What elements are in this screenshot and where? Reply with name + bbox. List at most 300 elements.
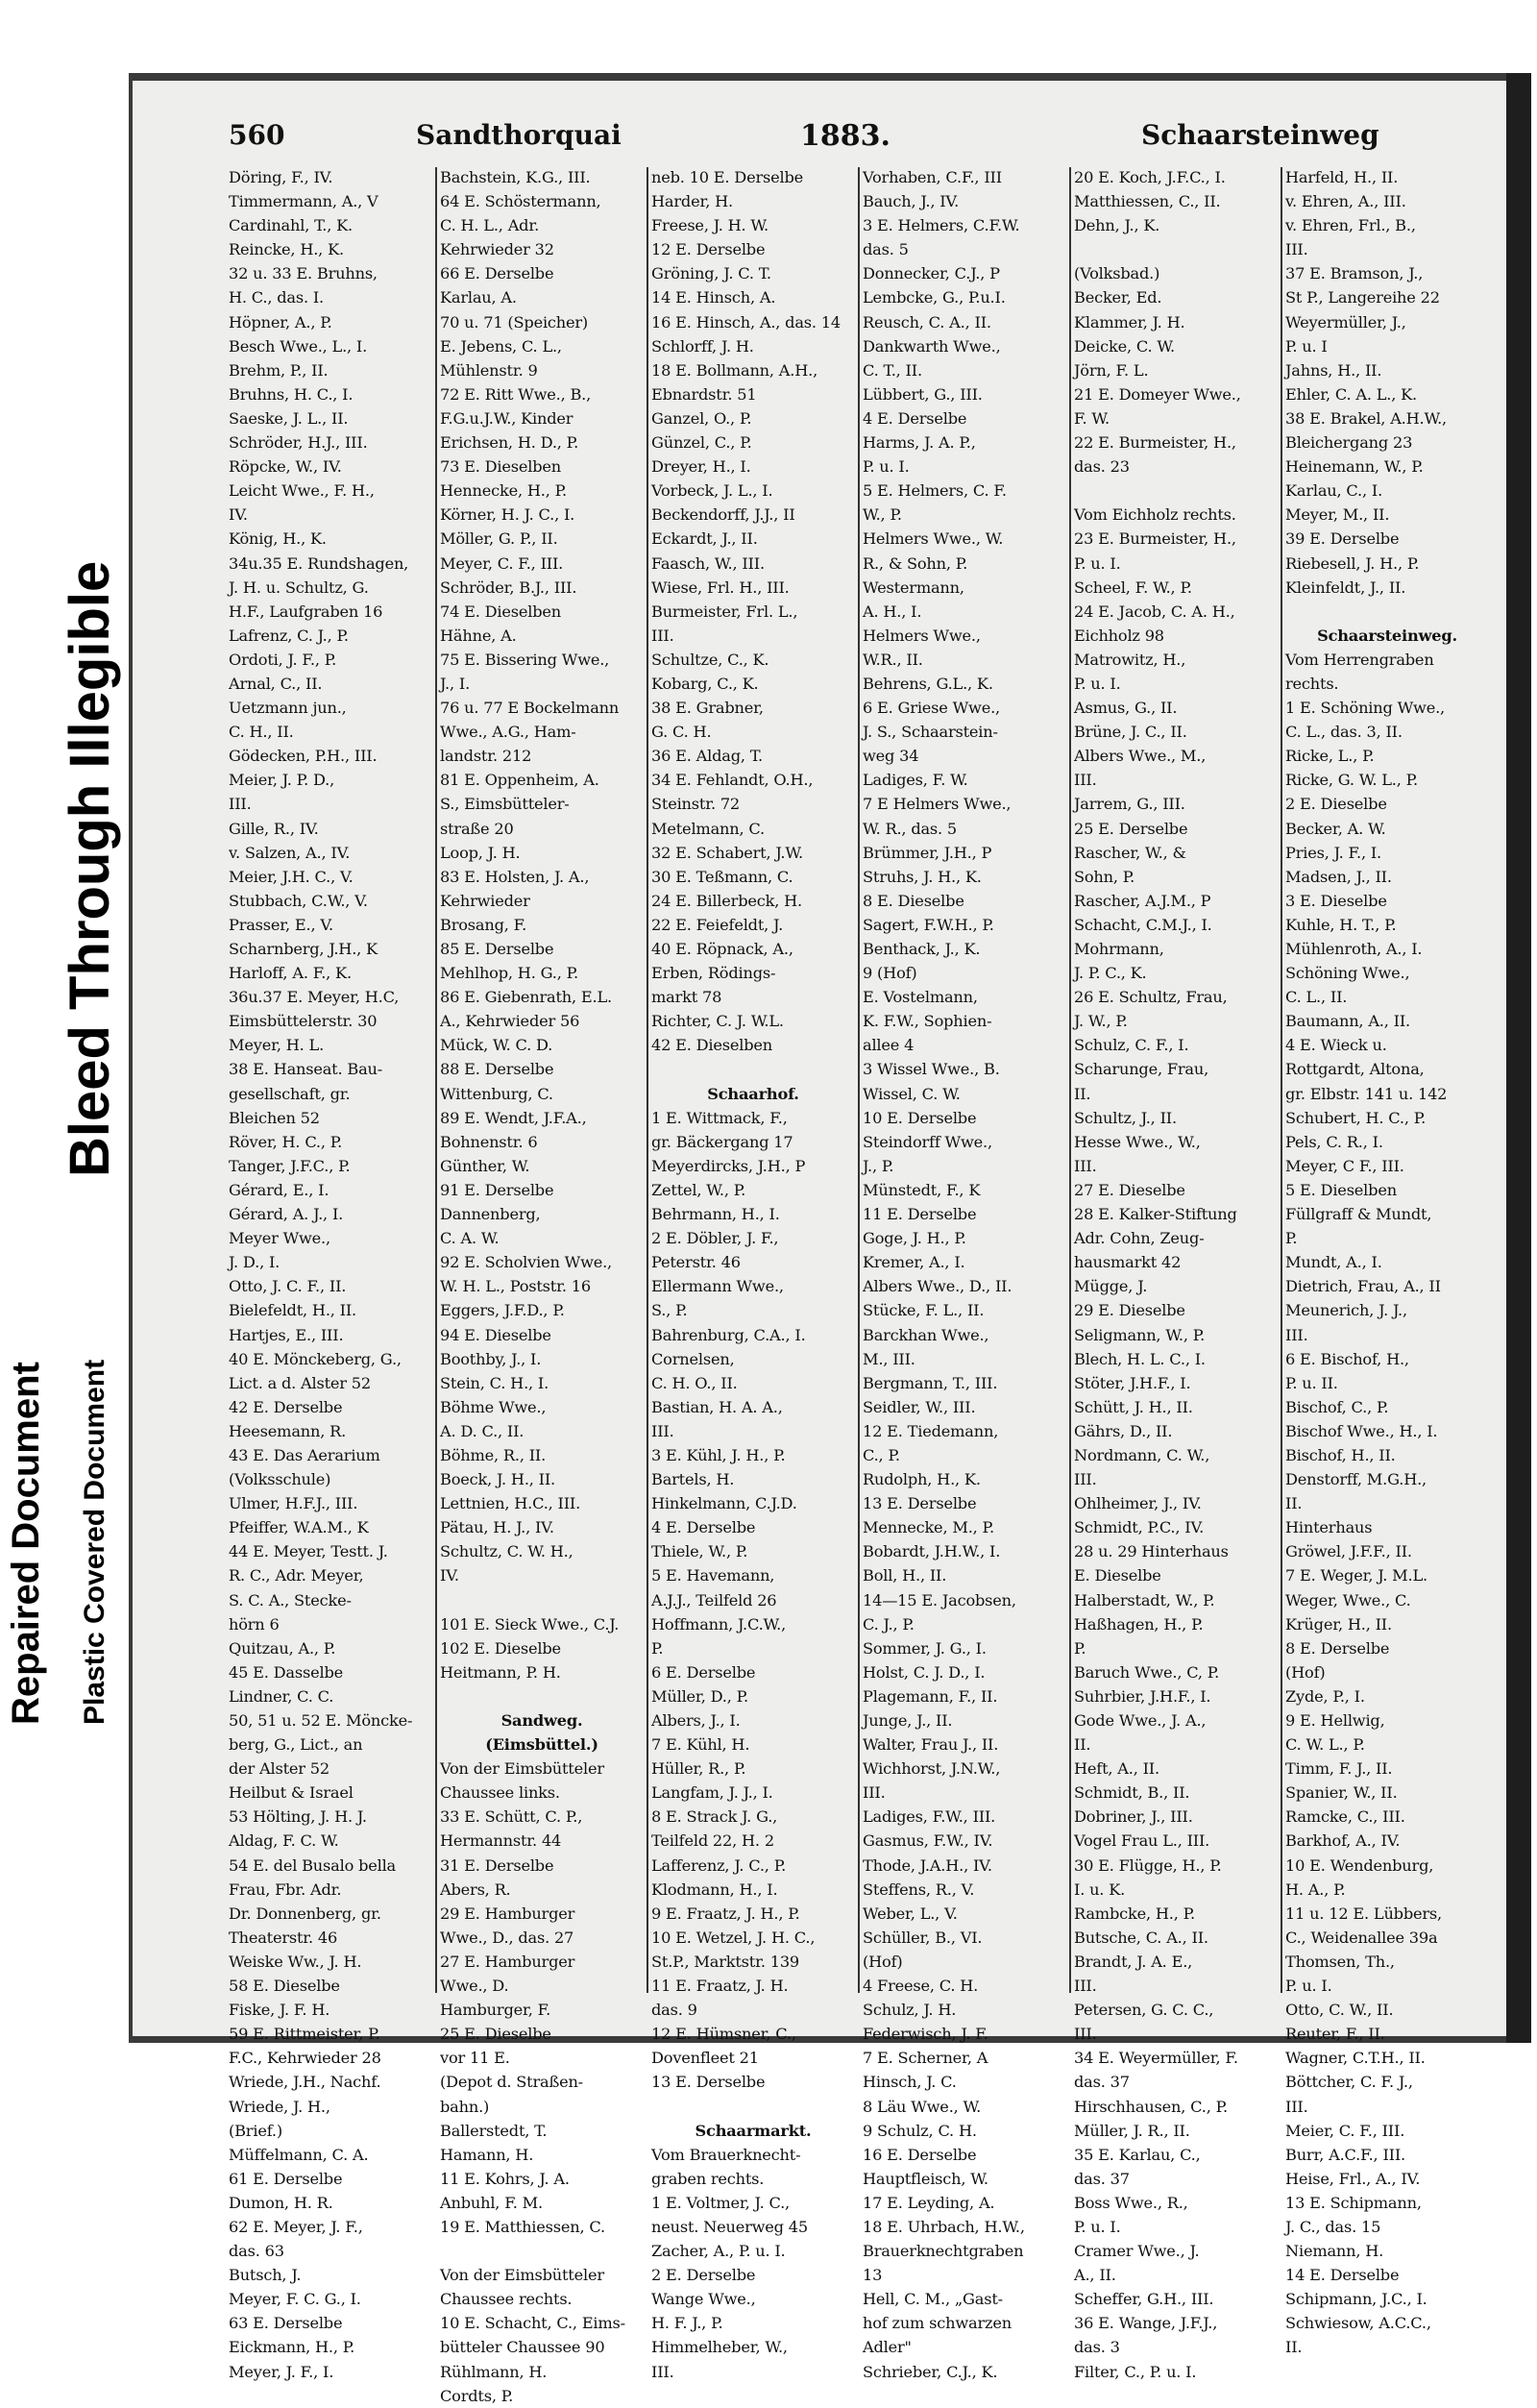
- header-right-title: Schaarsteinweg: [1141, 119, 1379, 151]
- entry-line: straße 20: [440, 819, 514, 838]
- entry-line: rechts.: [1285, 674, 1339, 693]
- entry-line: Gröning, J. C. T.: [651, 264, 771, 283]
- entry-line: Lindner, C. C.: [229, 1686, 334, 1706]
- entry-line: Kehrwieder 32: [440, 240, 554, 259]
- entry-line: Scharnberg, J.H., K: [229, 940, 378, 958]
- entry-line: A., II.: [1074, 2266, 1116, 2285]
- entry-line: Gröwel, J.F.F., II.: [1285, 1542, 1412, 1561]
- entry-line: W. R., das. 5: [863, 819, 958, 838]
- entry-line: Schütt, J. H., II.: [1074, 1397, 1193, 1416]
- entry-line: Hartjes, E., III.: [229, 1325, 344, 1344]
- entry-line: Loop, J. H.: [440, 843, 521, 862]
- entry-line: das. 9: [651, 2001, 697, 2020]
- entry-line: 11 E. Fraatz, J. H.: [651, 1977, 789, 1996]
- entry-line: II.: [1285, 1494, 1303, 1513]
- entry-line: Junge, J., II.: [863, 1711, 953, 1730]
- entry-line: Hauptfleisch, W.: [863, 2169, 988, 2188]
- entry-line: [651, 1057, 855, 1081]
- entry-line: Füllgraff & Mundt,: [1285, 1205, 1432, 1224]
- entry-line: 14—15 E. Jacobsen,: [863, 1590, 1016, 1609]
- entry-line: König, H., K.: [229, 529, 327, 549]
- entry-line: Vom Eichholz rechts.: [1074, 505, 1236, 525]
- entry-line: 30 E. Teßmann, C.: [651, 867, 793, 886]
- entry-line: 73 E. Dieselben: [440, 457, 562, 477]
- entry-line: W.R., II.: [863, 650, 923, 669]
- entry-line: III.: [1074, 2025, 1097, 2044]
- entry-line: C. H., II.: [229, 723, 294, 742]
- entry-line: 34 E. Fehlandt, O.H.,: [651, 771, 814, 790]
- entry-line: Rambcke, H., P.: [1074, 1904, 1195, 1923]
- entry-line: Halberstadt, W., P.: [1074, 1590, 1215, 1609]
- entry-line: 54 E. del Busalo bella: [229, 1855, 397, 1875]
- entry-line: Schwiesow, A.C.C.,: [1285, 2314, 1431, 2333]
- entry-line: Bergmann, T., III.: [863, 1373, 998, 1392]
- entry-line: 102 E. Dieselbe: [440, 1638, 561, 1658]
- entry-line: Vom Herrengraben: [1285, 650, 1434, 669]
- entry-line: Böhme, R., II.: [440, 1445, 547, 1464]
- entry-line: Ganzel, O., P.: [651, 408, 752, 428]
- entry-line: 16 E. Derselbe: [863, 2145, 977, 2164]
- entry-line: Beckendorff, J.J., II: [651, 505, 795, 525]
- entry-line: C. T., II.: [863, 360, 922, 380]
- entry-line: P.: [651, 1638, 664, 1658]
- entry-line: 13 E. Schipmann,: [1285, 2193, 1422, 2212]
- entry-line: Pries, J. F., I.: [1285, 843, 1381, 862]
- entry-line: J. C., das. 15: [1285, 2217, 1381, 2236]
- entry-line: Hennecke, H., P.: [440, 481, 567, 501]
- entry-line: neb. 10 E. Derselbe: [651, 168, 804, 186]
- entry-line: 5 E. Helmers, C. F.: [863, 481, 1007, 501]
- entry-line: 62 E. Meyer, J. F.,: [229, 2217, 363, 2236]
- entry-line: Dannenberg,: [440, 1205, 541, 1224]
- entry-line: 33 E. Schütt, C. P.,: [440, 1807, 583, 1827]
- entry-line: Zettel, W., P.: [651, 1180, 746, 1199]
- entry-line: [651, 2095, 855, 2119]
- label-repaired-document: Repaired Document: [5, 1362, 47, 1725]
- entry-line: St.P., Marktstr. 139: [651, 1952, 800, 1971]
- entry-line: Bischof, H., II.: [1285, 1445, 1396, 1464]
- entry-line: Meyer, M., II.: [1285, 505, 1390, 525]
- entry-line: II.: [1074, 1084, 1091, 1103]
- entry-line: St P., Langereihe 22: [1285, 288, 1440, 307]
- entry-line: das. 37: [1074, 2169, 1130, 2188]
- entry-line: Dreyer, H., I.: [651, 457, 751, 477]
- entry-line: Wriede, J. H.,: [229, 2097, 330, 2116]
- entry-line: markt 78: [651, 988, 722, 1007]
- entry-line: Timmermann, A., V: [229, 192, 378, 211]
- entry-line: 39 E. Derselbe: [1285, 529, 1400, 549]
- entry-line: Bohnenstr. 6: [440, 1132, 538, 1151]
- entry-line: 42 E. Derselbe: [229, 1397, 343, 1416]
- entry-line: Mühlenroth, A., I.: [1285, 940, 1423, 958]
- entry-line: das. 5: [863, 240, 909, 259]
- entry-line: Teilfeld 22, H. 2: [651, 1831, 774, 1851]
- entry-line: (Volksbad.): [1074, 264, 1160, 283]
- entry-line: Bartels, H.: [651, 1470, 735, 1489]
- entry-line: I. u. K.: [1074, 1880, 1126, 1899]
- entry-line: A. D. C., II.: [440, 1421, 525, 1440]
- entry-line: Dobriner, J., III.: [1074, 1807, 1193, 1827]
- entry-line: Helmers Wwe., W.: [863, 529, 1004, 549]
- entry-line: Röver, H. C., P.: [229, 1132, 343, 1151]
- entry-line: v. Salzen, A., IV.: [229, 843, 351, 862]
- section-heading: Schaarmarkt.: [695, 2121, 812, 2140]
- column-6: [1285, 165, 1489, 2357]
- entry-line: Von der Eimsbütteler: [440, 1759, 604, 1779]
- entry-line: hausmarkt 42: [1074, 1253, 1182, 1272]
- entry-line: Thode, J.A.H., IV.: [863, 1855, 992, 1875]
- entry-line: Bahrenburg, C.A., I.: [651, 1325, 806, 1344]
- entry-line: 45 E. Dasselbe: [229, 1662, 343, 1682]
- entry-line: P. u. I.: [1074, 674, 1121, 693]
- column-separator: [1069, 167, 1071, 1993]
- entry-line: II.: [1074, 1735, 1091, 1755]
- entry-line: P. u. I.: [863, 457, 910, 477]
- entry-line: 8 E. Derselbe: [1285, 1638, 1390, 1658]
- entry-line: (Hof): [863, 1952, 903, 1971]
- entry-line: Bleichen 52: [229, 1108, 320, 1127]
- entry-line: bütteler Chaussee 90: [440, 2338, 605, 2357]
- entry-line: Weber, L., V.: [863, 1904, 958, 1923]
- section-heading: (Eimsbüttel.): [485, 1735, 598, 1755]
- entry-line: 9 (Hof): [863, 964, 917, 983]
- entry-line: 23 E. Burmeister, H.,: [1074, 529, 1236, 549]
- entry-line: Struhs, J. H., K.: [863, 867, 982, 886]
- entry-line: Meier, J. P. D.,: [229, 771, 335, 790]
- entry-line: J. W., P.: [1074, 1012, 1128, 1031]
- entry-line: H. F. J., P.: [651, 2314, 723, 2333]
- entry-line: Schöning Wwe.,: [1285, 964, 1410, 983]
- entry-line: Baumann, A., II.: [1285, 1012, 1410, 1031]
- entry-line: Wichhorst, J.N.W.,: [863, 1759, 1001, 1779]
- entry-line: Ricke, L., P.: [1285, 747, 1375, 766]
- entry-line: H.F., Laufgraben 16: [229, 602, 383, 621]
- entry-line: Pfeiffer, W.A.M., K: [229, 1518, 369, 1537]
- entry-line: III.: [1285, 240, 1308, 259]
- entry-line: 70 u. 71 (Speicher): [440, 312, 589, 332]
- entry-line: 14 E. Hinsch, A.: [651, 288, 776, 307]
- entry-line: Meier, C. F., III.: [1285, 2121, 1405, 2140]
- entry-line: P.: [1285, 1229, 1298, 1248]
- entry-line: Goge, J. H., P.: [863, 1229, 966, 1248]
- entry-line: 20 E. Koch, J.F.C., I.: [1074, 168, 1226, 186]
- entry-line: Heinemann, W., P.: [1285, 457, 1424, 477]
- entry-line: Kobarg, C., K.: [651, 674, 759, 693]
- entry-line: 27 E. Hamburger: [440, 1952, 575, 1971]
- entry-line: Metelmann, C.: [651, 819, 765, 838]
- entry-line: Sagert, F.W.H., P.: [863, 915, 994, 934]
- entry-line: 3 E. Dieselbe: [1285, 891, 1387, 910]
- entry-line: Albers Wwe., D., II.: [863, 1277, 1012, 1296]
- entry-line: Vogel Frau L., III.: [1074, 1831, 1210, 1851]
- entry-line: Bachstein, K.G., III.: [440, 168, 591, 186]
- entry-line: 72 E. Ritt Wwe., B.,: [440, 384, 592, 404]
- entry-line: 36u.37 E. Meyer, H.C,: [229, 988, 400, 1007]
- entry-line: Becker, A. W.: [1285, 819, 1386, 838]
- entry-line: Helmers Wwe.,: [863, 626, 981, 645]
- entry-line: Ellermann Wwe.,: [651, 1277, 784, 1296]
- entry-line: Haßhagen, H., P.: [1074, 1614, 1204, 1634]
- entry-line: Adler": [863, 2338, 912, 2357]
- entry-line: Harloff, A. F., K.: [229, 964, 352, 983]
- entry-line: landstr. 212: [440, 747, 532, 766]
- entry-line: Karlau, C., I.: [1285, 481, 1383, 501]
- entry-line: Timm, F. J., II.: [1285, 1759, 1393, 1779]
- entry-line: 44 E. Meyer, Testt. J.: [229, 1542, 388, 1561]
- entry-line: Steffens, R., V.: [863, 1880, 975, 1899]
- entry-line: 13 E. Derselbe: [863, 1494, 977, 1513]
- entry-line: Federwisch, J. F.: [863, 2025, 988, 2044]
- entry-line: Denstorff, M.G.H.,: [1285, 1470, 1427, 1489]
- entry-line: Günzel, C., P.: [651, 433, 752, 453]
- entry-line: Müffelmann, C. A.: [229, 2145, 369, 2164]
- entry-line: Riebesell, J. H., P.: [1285, 553, 1420, 573]
- entry-line: Ladiges, F. W.: [863, 771, 968, 790]
- entry-line: Erichsen, H. D., P.: [440, 433, 579, 453]
- entry-line: Hirschhausen, C., P.: [1074, 2097, 1228, 2116]
- entry-line: 25 E. Derselbe: [1074, 819, 1188, 838]
- entry-line: Heilbut & Israel: [229, 1783, 354, 1803]
- entry-line: 7 E. Scherner, A: [863, 2049, 988, 2068]
- entry-line: Jahns, H., II.: [1285, 360, 1382, 380]
- entry-line: Mück, W. C. D.: [440, 1036, 553, 1055]
- entry-line: Rudolph, H., K.: [863, 1470, 981, 1489]
- entry-line: 32 E. Schabert, J.W.: [651, 843, 803, 862]
- entry-line: Jarrem, G., III.: [1074, 795, 1185, 814]
- entry-line: Scheel, F. W., P.: [1074, 577, 1192, 597]
- entry-line: Cordts, P.: [440, 2386, 514, 2405]
- entry-line: 83 E. Holsten, J. A.,: [440, 867, 590, 886]
- entry-line: Plagemann, F., II.: [863, 1686, 998, 1706]
- entry-line: Ulmer, H.F.J., III.: [229, 1494, 358, 1513]
- entry-line: A.J.J., Teilfeld 26: [651, 1590, 777, 1609]
- entry-line: Rascher, A.J.M., P: [1074, 891, 1211, 910]
- entry-line: der Alster 52: [229, 1759, 329, 1779]
- entry-line: Hinterhaus: [1285, 1518, 1373, 1537]
- entry-line: Hamburger, F.: [440, 2001, 551, 2020]
- entry-line: Stöter, J.H.F., I.: [1074, 1373, 1191, 1392]
- entry-line: C. J., P.: [863, 1614, 915, 1634]
- entry-line: J. D., I.: [229, 1253, 281, 1272]
- entry-line: 1 E. Wittmack, F.,: [651, 1108, 788, 1127]
- entry-line: Ohlheimer, J., IV.: [1074, 1494, 1202, 1513]
- entry-line: Meunerich, J. J.,: [1285, 1301, 1407, 1320]
- entry-line: S. C. A., Stecke-: [229, 1590, 352, 1609]
- entry-line: Wissel, C. W.: [863, 1084, 961, 1103]
- scan-edge: [1506, 73, 1531, 2043]
- entry-line: 14 E. Derselbe: [1285, 2266, 1400, 2285]
- entry-line: Rascher, W., &: [1074, 843, 1186, 862]
- entry-line: Meyer, J. F., I.: [229, 2362, 334, 2381]
- entry-line: III.: [229, 795, 252, 814]
- entry-line: Kuhle, H. T., P.: [1285, 915, 1397, 934]
- entry-line: Butsche, C. A., II.: [1074, 1928, 1208, 1947]
- entry-line: E. Dieselbe: [1074, 1566, 1161, 1585]
- entry-line: Saeske, J. L., II.: [229, 408, 349, 428]
- page-header: [229, 119, 1420, 167]
- entry-line: W., P.: [863, 505, 902, 525]
- entry-line: III.: [651, 626, 674, 645]
- entry-line: Hesse Wwe., W.,: [1074, 1132, 1201, 1151]
- entry-line: Meyer Wwe.,: [229, 1229, 330, 1248]
- entry-line: Meyer, C. F., III.: [440, 553, 564, 573]
- entry-line: J., P.: [863, 1156, 894, 1175]
- entry-line: Dietrich, Frau, A., II: [1285, 1277, 1441, 1296]
- entry-line: Dumon, H. R.: [229, 2193, 333, 2212]
- entry-line: 26 E. Schultz, Frau,: [1074, 988, 1228, 1007]
- entry-line: 37 E. Bramson, J.,: [1285, 264, 1424, 283]
- entry-line: Schacht, C.M.J., I.: [1074, 915, 1212, 934]
- entry-line: P. u. I: [1285, 336, 1328, 356]
- entry-line: Besch Wwe., L., I.: [229, 336, 368, 356]
- entry-line: Schultze, C., K.: [651, 650, 769, 669]
- entry-line: Sommer, J. G., I.: [863, 1638, 987, 1658]
- entry-line: III.: [1074, 1470, 1097, 1489]
- entry-line: Vom Brauerknecht-: [651, 2145, 801, 2164]
- entry-line: Böhme Wwe.,: [440, 1397, 547, 1416]
- entry-line: Eickmann, H., P.: [229, 2338, 355, 2357]
- entry-line: E. Vostelmann,: [863, 988, 978, 1007]
- header-left-title: Sandthorquai: [416, 119, 622, 151]
- entry-line: Höpner, A., P.: [229, 312, 332, 332]
- page-number: 560: [229, 119, 285, 151]
- entry-line: Heesemann, R.: [229, 1421, 347, 1440]
- entry-line: Dankwarth Wwe.,: [863, 336, 1001, 356]
- entry-line: Dehn, J., K.: [1074, 216, 1160, 235]
- entry-line: Gérard, A. J., I.: [229, 1205, 344, 1224]
- entry-line: H. C., das. I.: [229, 288, 325, 307]
- entry-line: Brehm, P., II.: [229, 360, 329, 380]
- entry-line: Holst, C. J. D., I.: [863, 1662, 986, 1682]
- entry-line: Klodmann, H., I.: [651, 1880, 778, 1899]
- entry-line: Weiske Ww., J. H.: [229, 1952, 362, 1971]
- entry-line: 24 E. Billerbeck, H.: [651, 891, 802, 910]
- entry-line: 38 E. Grabner,: [651, 699, 764, 718]
- entry-line: 5 E. Havemann,: [651, 1566, 775, 1585]
- entry-line: Nordmann, C. W.,: [1074, 1445, 1210, 1464]
- entry-line: 75 E. Bissering Wwe.,: [440, 650, 610, 669]
- entry-line: Hüller, R., P.: [651, 1759, 746, 1779]
- entry-line: 4 E. Derselbe: [651, 1518, 756, 1537]
- entry-line: Schultz, J., II.: [1074, 1108, 1177, 1127]
- entry-line: Albers, J., I.: [651, 1711, 741, 1730]
- entry-line: Gährs, D., II.: [1074, 1421, 1173, 1440]
- entry-line: 91 E. Derselbe: [440, 1180, 554, 1199]
- entry-line: neust. Neuerweg 45: [651, 2217, 808, 2236]
- entry-line: Ladiges, F.W., III.: [863, 1807, 996, 1827]
- entry-line: Steinstr. 72: [651, 795, 741, 814]
- entry-line: J. S., Schaarstein-: [863, 723, 998, 742]
- entry-line: 8 E. Strack J. G.,: [651, 1807, 778, 1827]
- entry-line: Schüller, B., VI.: [863, 1928, 983, 1947]
- entry-line: vor 11 E.: [440, 2049, 510, 2068]
- entry-line: Boss Wwe., R.,: [1074, 2193, 1188, 2212]
- entry-line: 18 E. Bollmann, A.H.,: [651, 360, 818, 380]
- entry-line: Brümmer, J.H., P: [863, 843, 992, 862]
- entry-line: 9 Schulz, C. H.: [863, 2121, 977, 2140]
- entry-line: Weger, Wwe., C.: [1285, 1590, 1411, 1609]
- entry-line: Zyde, P., I.: [1285, 1686, 1365, 1706]
- entry-line: 6 E. Griese Wwe.,: [863, 699, 1000, 718]
- entry-line: 74 E. Dieselben: [440, 602, 562, 621]
- entry-line: C., P.: [863, 1445, 900, 1464]
- entry-line: M., III.: [863, 1349, 915, 1368]
- entry-line: Brüne, J. C., II.: [1074, 723, 1187, 742]
- column-1: [229, 165, 432, 2381]
- entry-line: [440, 1588, 644, 1612]
- entry-line: Ricke, G. W. L., P.: [1285, 771, 1418, 790]
- entry-line: Schröder, B.J., III.: [440, 577, 577, 597]
- entry-line: Brosang, F.: [440, 915, 527, 934]
- entry-line: 35 E. Karlau, C.,: [1074, 2145, 1201, 2164]
- entry-line: R., & Sohn, P.: [863, 553, 968, 573]
- entry-line: 18 E. Uhrbach, H.W.,: [863, 2217, 1025, 2236]
- scanned-page: [129, 73, 1531, 2405]
- entry-line: [1074, 237, 1278, 261]
- side-labels: [0, 0, 130, 2092]
- entry-line: Albers Wwe., M.,: [1074, 747, 1207, 766]
- entry-line: Ordoti, J. F., P.: [229, 650, 337, 669]
- entry-line: 32 u. 33 E. Bruhns,: [229, 264, 378, 283]
- entry-line: IV.: [440, 1566, 459, 1585]
- entry-line: 2 E. Döbler, J. F.,: [651, 1229, 779, 1248]
- entry-line: Bielefeldt, H., II.: [229, 1301, 357, 1320]
- entry-line: 2 E. Derselbe: [651, 2266, 756, 2285]
- entry-line: 27 E. Dieselbe: [1074, 1180, 1185, 1199]
- entry-line: das. 3: [1074, 2338, 1120, 2357]
- entry-line: Barckhan Wwe.,: [863, 1325, 989, 1344]
- entry-line: weg 34: [863, 747, 919, 766]
- entry-line: 1 E. Voltmer, J. C.,: [651, 2193, 790, 2212]
- entry-line: C. H. L., Adr.: [440, 216, 540, 235]
- entry-line: Scharunge, Frau,: [1074, 1060, 1209, 1079]
- entry-line: Mehlhop, H. G., P.: [440, 964, 578, 983]
- entry-line: Eimsbüttelerstr. 30: [229, 1012, 378, 1031]
- entry-line: Donnecker, C.J., P: [863, 264, 1000, 283]
- entry-line: Butsch, J.: [229, 2266, 302, 2285]
- entry-line: F.G.u.J.W., Kinder: [440, 408, 573, 428]
- entry-line: Otto, C. W., II.: [1285, 2001, 1394, 2020]
- entry-line: Lettnien, H.C., III.: [440, 1494, 581, 1513]
- entry-line: P. u. I.: [1074, 553, 1121, 573]
- entry-line: 4 Freese, C. H.: [863, 1977, 979, 1996]
- entry-line: Behrmann, H., I.: [651, 1205, 780, 1224]
- entry-line: 9 E. Fraatz, J. H., P.: [651, 1904, 800, 1923]
- entry-line: Mühlenstr. 9: [440, 360, 538, 380]
- column-5: [1074, 165, 1278, 2381]
- entry-line: Himmelheber, W.,: [651, 2338, 788, 2357]
- entry-line: 89 E. Wendt, J.F.A.,: [440, 1108, 587, 1127]
- entry-line: Kleinfeldt, J., II.: [1285, 577, 1406, 597]
- entry-line: Klammer, J. H.: [1074, 312, 1185, 332]
- entry-line: 10 E. Derselbe: [863, 1108, 977, 1127]
- entry-line: 92 E. Scholvien Wwe.,: [440, 1253, 612, 1272]
- entry-line: (Depot d. Straßen-: [440, 2073, 583, 2092]
- entry-line: Kremer, A., I.: [863, 1253, 965, 1272]
- entry-line: Schlorff, J. H.: [651, 336, 754, 356]
- entry-line: 1 E. Schöning Wwe.,: [1285, 699, 1445, 718]
- entry-line: S., P.: [651, 1301, 688, 1320]
- entry-line: 38 E. Brakel, A.H.W.,: [1285, 408, 1447, 428]
- entry-line: Mügge, J.: [1074, 1277, 1148, 1296]
- entry-line: hörn 6: [229, 1614, 280, 1634]
- entry-line: 40 E. Mönckeberg, G.,: [229, 1349, 402, 1368]
- entry-line: 21 E. Domeyer Wwe.,: [1074, 384, 1241, 404]
- entry-line: Harder, H.: [651, 192, 733, 211]
- entry-line: Walter, Frau J., II.: [863, 1735, 999, 1755]
- entry-line: Müller, D., P.: [651, 1686, 748, 1706]
- entry-line: 81 E. Oppenheim, A.: [440, 771, 599, 790]
